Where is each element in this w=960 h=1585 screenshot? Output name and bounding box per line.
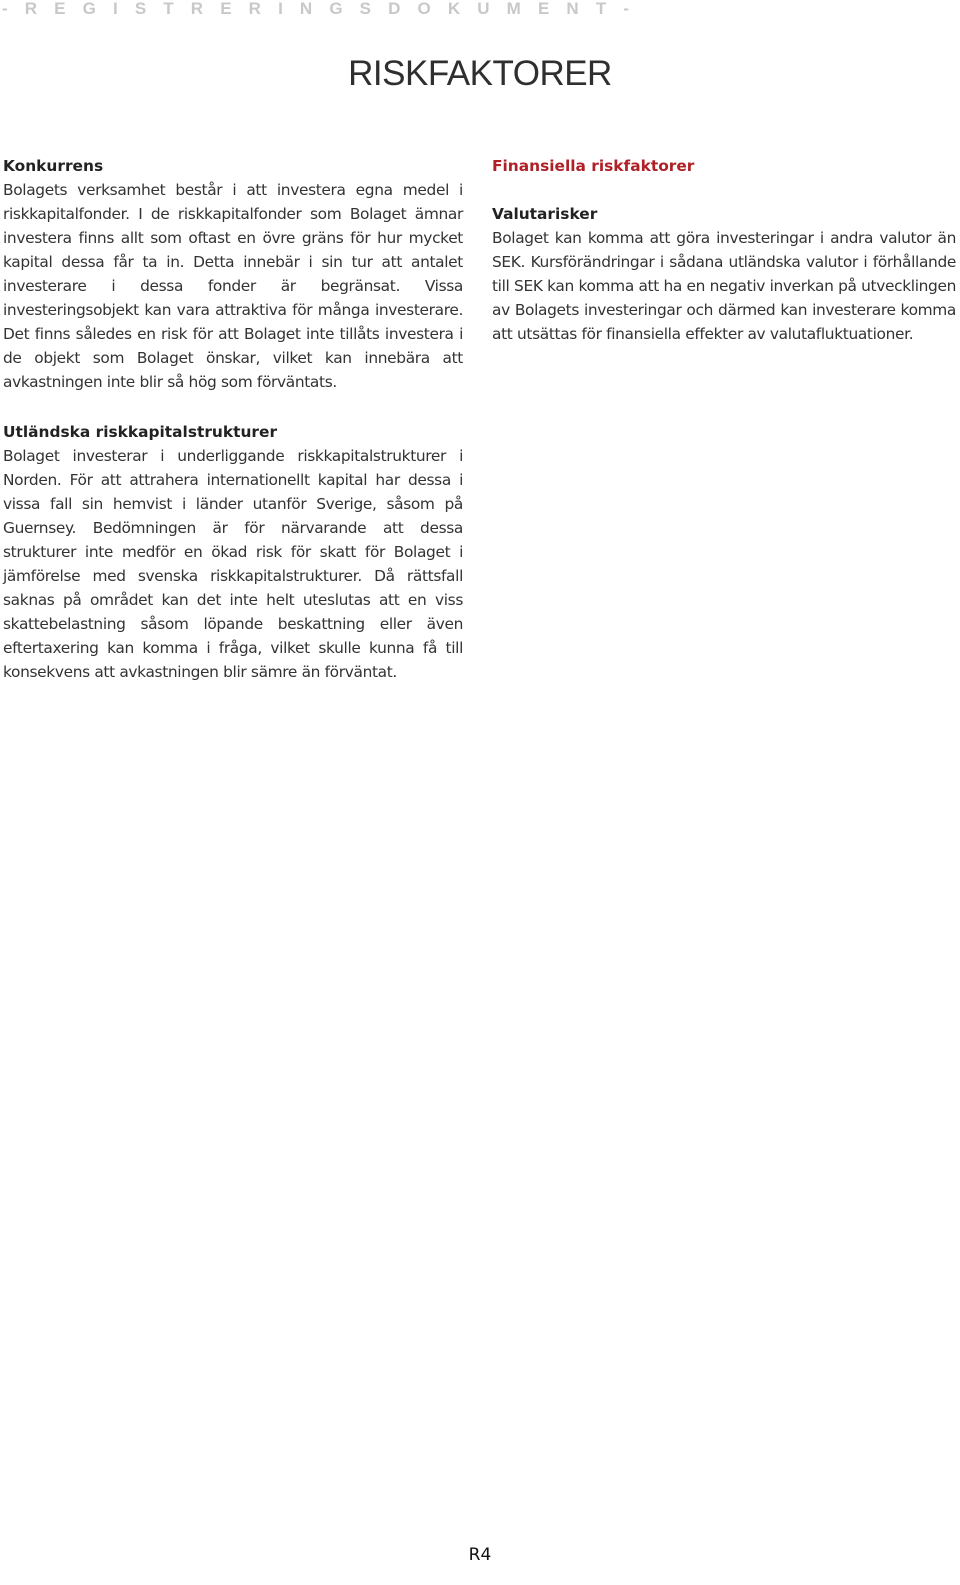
left-column	[3, 154, 463, 684]
section-heading-finansiella-riskfaktorer: Finansiella riskfaktorer	[492, 157, 695, 175]
section-heading-valutarisker: Valutarisker	[492, 205, 598, 223]
section-utlandska-riskkapitalstrukturer	[3, 420, 463, 684]
section-body-utlandska: Bolaget investerar i underliggande riskkapitalstrukturer i Norden. För att attrahera internationellt kapital har dessa i vissa fall sin hemvist i länder utanför Sverige, såsom på Guernsey. Bedömningen är för närvarande att dessa strukturer inte medför en ökad risk för skatt för Bolaget i jämförelse med svenska riskkapitalstrukturer. Då rättsfall saknas på området kan det inte helt uteslutas att en viss skattebelastning såsom löpande beskattning eller även eftertaxering kan komma i fråga, vilket skulle kunna få till konsekvens att avkastningen blir sämre än förväntat.	[3, 447, 463, 681]
right-column	[492, 154, 956, 346]
section-heading-konkurrens: Konkurrens	[3, 157, 104, 175]
section-body-konkurrens: Bolagets verksamhet består i att investera egna medel i riskkapitalfonder. I de riskkapitalfonder som Bolaget ämnar investera finns allt som oftast en övre gräns för hur mycket kapital dessa får ta in. Detta innebär i sin tur att antalet investerare i dessa fonder är begränsat. Vissa investeringsobjekt kan vara attraktiva för många investerare. Det finns således en risk för att Bolaget inte tillåts investera i de objekt som Bolaget önskar, vilket kan innebära att avkastningen inte blir så hög som förväntats.	[3, 181, 463, 391]
document-header-band: - R E G I S T R E R I N G S D O K U M E N T -	[2, 0, 636, 18]
section-body-valutarisker: Bolaget kan komma att göra investeringar i andra valutor än SEK. Kursförändringar i sådana utländska valutor i förhållande till SEK kan komma att ha en negativ inverkan på utvecklingen av Bolagets investeringar och därmed kan investerare komma att utsättas för finansiella effekter av valutafluktuationer.	[492, 229, 956, 343]
page-number: R4	[468, 1545, 492, 1565]
section-valutarisker	[492, 202, 956, 346]
section-konkurrens	[3, 154, 463, 394]
section-heading-utlandska: Utländska riskkapitalstrukturer	[3, 423, 278, 441]
section-spacer	[492, 178, 956, 202]
section-spacer	[3, 394, 463, 420]
page-title: RISKFAKTORER	[348, 54, 612, 93]
